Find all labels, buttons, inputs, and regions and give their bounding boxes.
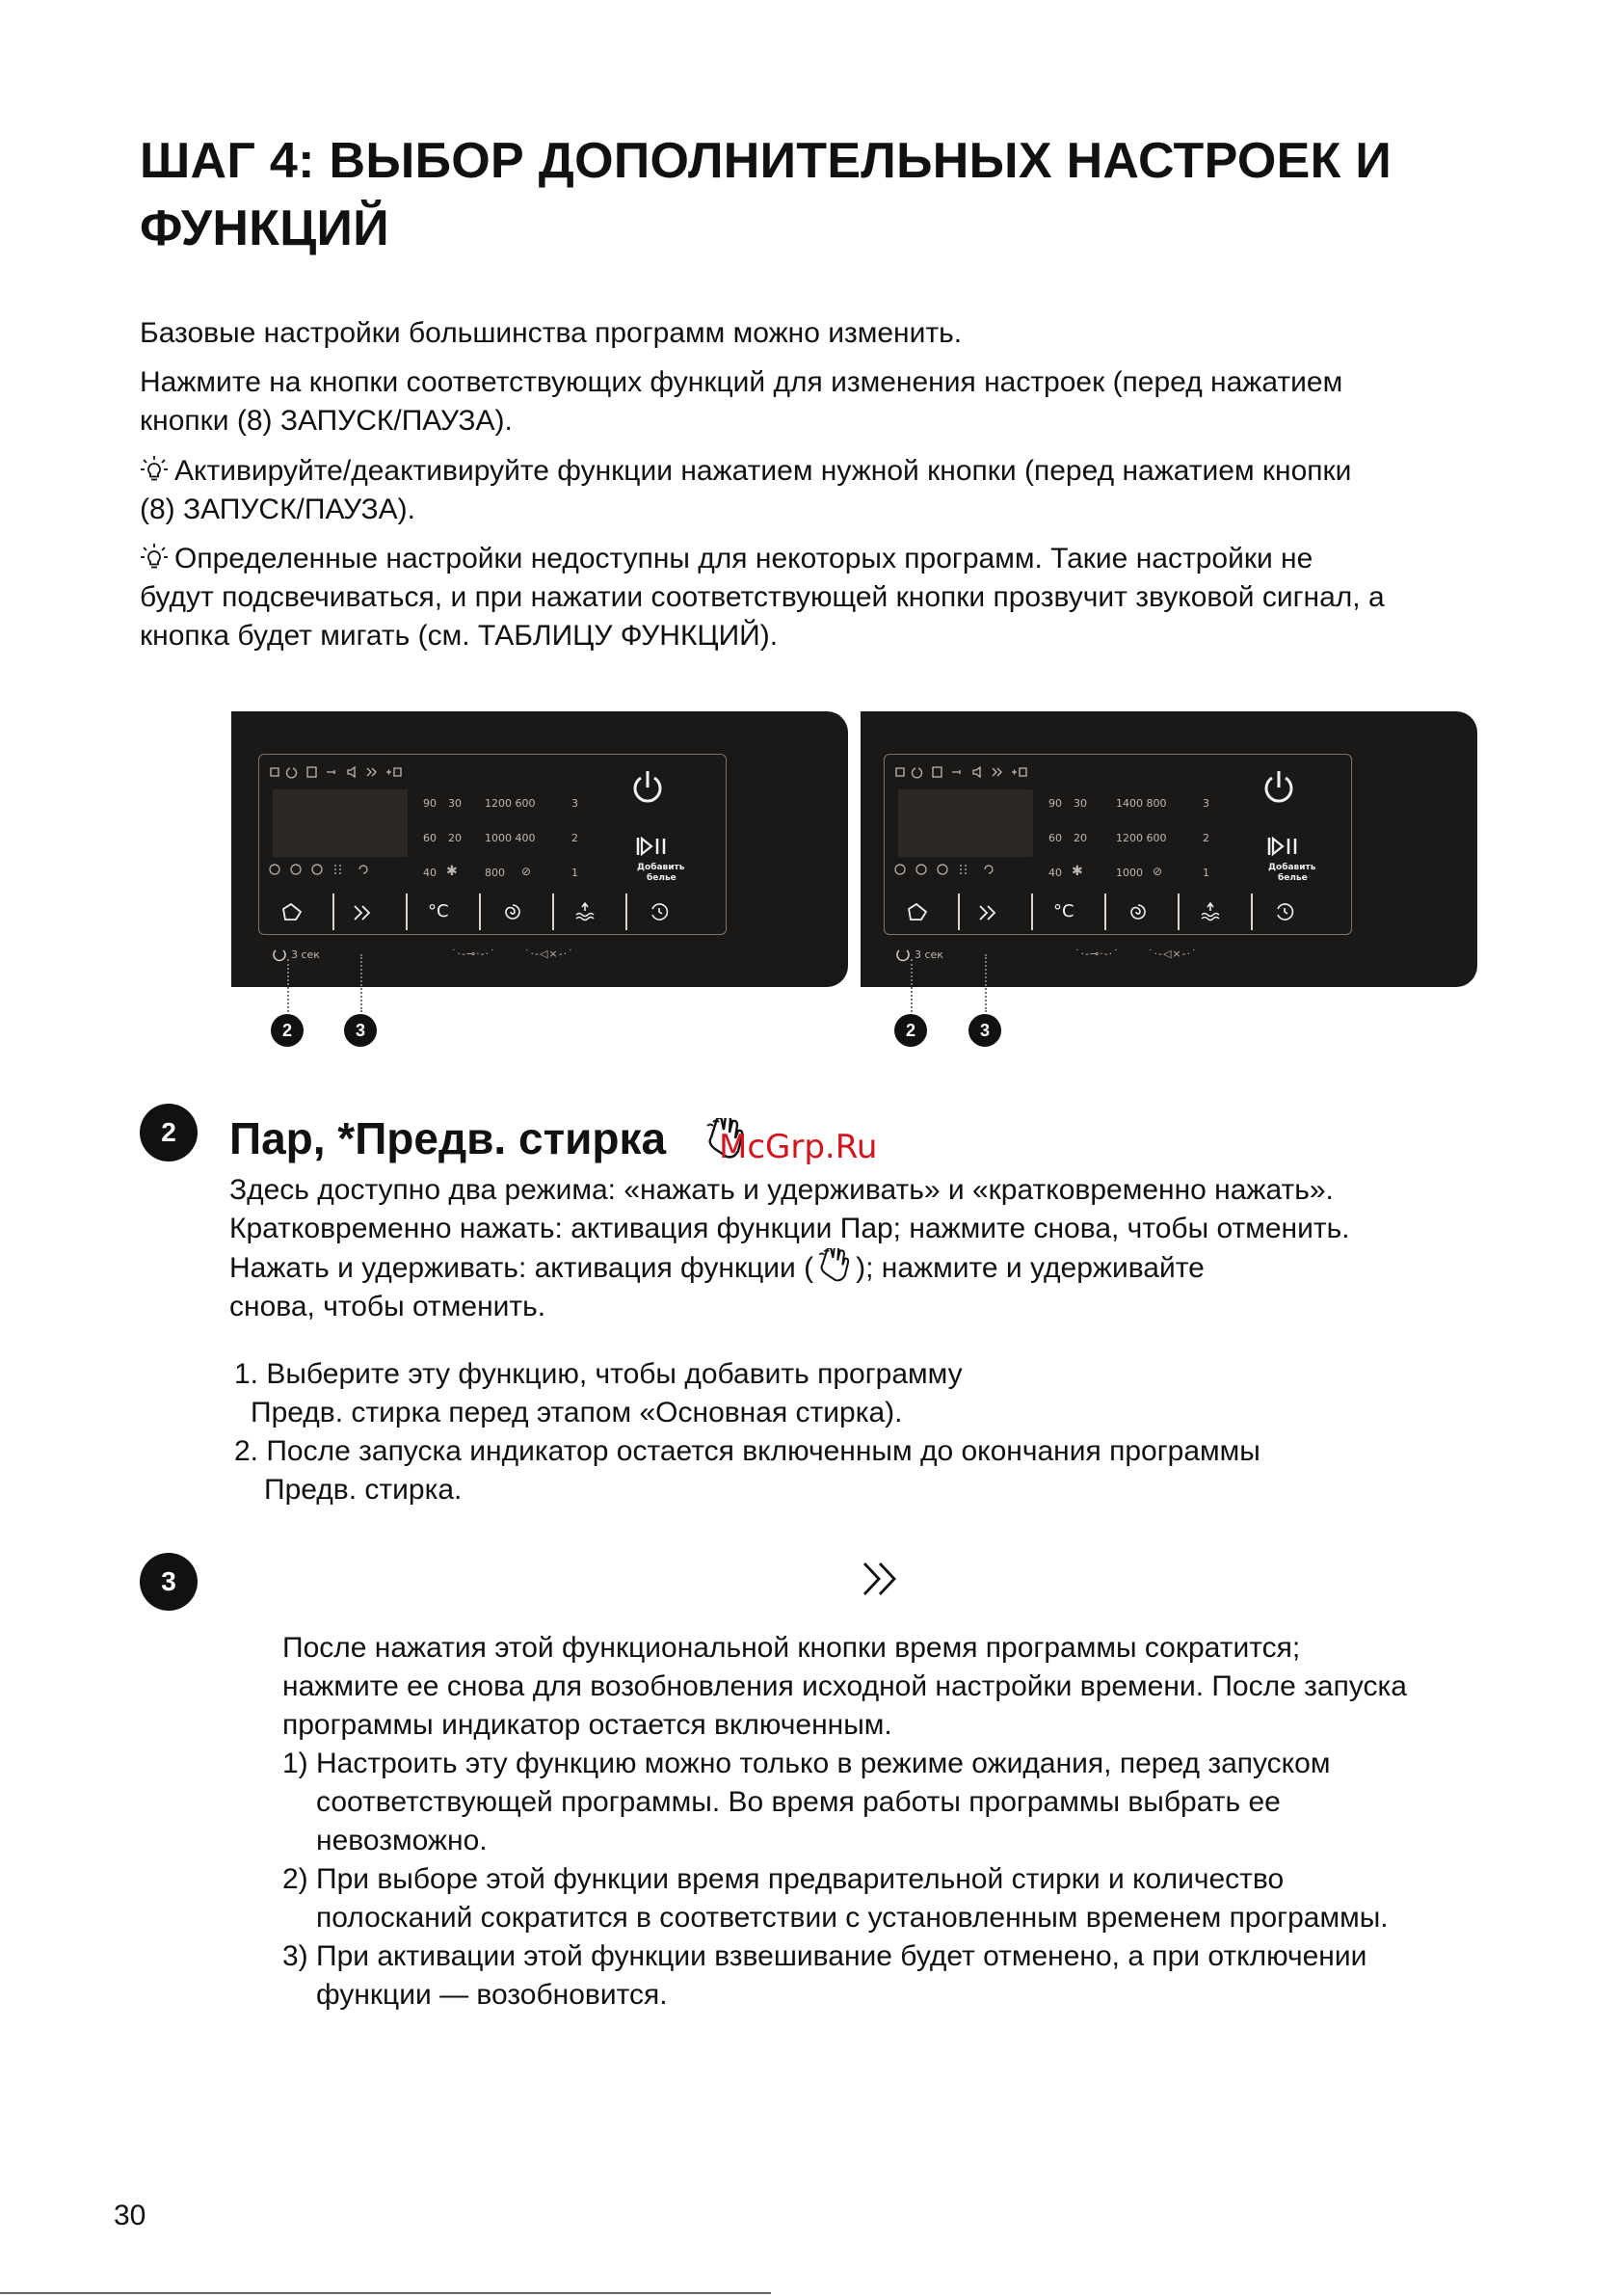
temperature-button[interactable]: °C (428, 901, 449, 921)
title-line-2: ФУНКЦИЙ (140, 200, 389, 256)
delay-button[interactable] (1274, 901, 1295, 922)
rinse-3: 3 (1203, 797, 1209, 810)
rinse-2: 2 (571, 832, 578, 844)
intro-paragraph-2-line-2: кнопки (8) ЗАПУСК/ПАУЗА). (140, 405, 513, 437)
control-panel-1-frame (258, 754, 727, 935)
divider (1104, 894, 1106, 930)
callout-badge-3: 3 (968, 1014, 1001, 1047)
spin-row-1: 1400 800 (1116, 797, 1167, 810)
control-panel-2-frame (884, 754, 1352, 935)
section-3-item-3-line-2: функции — возобновится. (316, 1979, 668, 2011)
section-3-line-1: После нажатия этой функциональной кнопки время программы сократится; (282, 1632, 1301, 1664)
divider (1251, 894, 1253, 930)
tip-1-line-1: Активируйте/деактивируйте функции нажатием нужной кнопки (перед нажатием кнопки (174, 455, 1352, 487)
section-2-item-2-line-1: 2. После запуска индикатор остается включенным до окончания программы (234, 1435, 1260, 1467)
section-badge-3: 3 (140, 1553, 198, 1611)
status-icons (892, 762, 1085, 782)
spin-row-3: 1000 (1116, 867, 1143, 879)
section-3-item-1-line-1: Настроить эту функцию можно только в режиме ожидания, перед запуском (316, 1748, 1331, 1779)
hold-label: 3 сек (291, 948, 320, 961)
delay-button[interactable] (649, 901, 670, 922)
function-buttons (885, 890, 1351, 934)
temp-90: 90 (1048, 797, 1062, 810)
mute-combo: ˙·-◁×-·˙ (1148, 948, 1198, 960)
callout-badge-3: 3 (344, 1014, 377, 1047)
callout-badge-2: 2 (271, 1014, 304, 1047)
divider (958, 894, 960, 930)
speed-button[interactable] (352, 903, 375, 922)
control-panel-2 (861, 711, 1477, 987)
function-buttons (259, 890, 726, 934)
tip-1-line-2: (8) ЗАПУСК/ПАУЗА). (140, 494, 415, 525)
divider (332, 894, 334, 930)
child-lock-combo: ˙·-⊸·-·˙ (451, 948, 496, 960)
steam-button[interactable] (906, 901, 929, 922)
section-2-line-3a: Нажать и удерживать: активация функции ( (229, 1252, 814, 1284)
spin-row-2: 1000 400 (485, 832, 536, 844)
add-laundry-label-1: Добавить (1268, 863, 1316, 872)
tip-2-line-1: Определенные настройки недоступны для некоторых программ. Такие настройки не (174, 543, 1313, 574)
spin-row-3: 800 (485, 867, 505, 879)
start-pause-icon[interactable] (635, 836, 674, 857)
spin-row-1: 1200 600 (485, 797, 536, 810)
spin-row-2: 1200 600 (1116, 832, 1167, 844)
lightbulb-icon (140, 543, 169, 572)
divider (1178, 894, 1180, 930)
callout-badge-2: 2 (894, 1014, 927, 1047)
lightbulb-icon (140, 455, 169, 484)
section-3-line-3: программы индикатор остается включенным. (282, 1709, 892, 1741)
divider (552, 894, 554, 930)
indicator-icons (892, 861, 1037, 878)
spin-button[interactable] (1127, 901, 1149, 922)
control-panel-1 (231, 711, 848, 987)
intro-paragraph: Базовые настройки большинства программ можно изменить. (140, 317, 963, 349)
speed-button[interactable] (977, 903, 1000, 922)
section-2-item-1-line-2: Предв. стирка перед этапом «Основная стирка). (251, 1397, 903, 1428)
cold-icon: ✱ (446, 864, 458, 879)
leader-line-2 (911, 959, 913, 1012)
temperature-button[interactable]: °C (1053, 901, 1074, 921)
no-spin-icon: ⊘ (1153, 865, 1163, 878)
divider (1031, 894, 1033, 930)
temp-60: 60 (423, 832, 437, 844)
tip-2-line-3: кнопка будет мигать (см. ТАБЛИЦУ ФУНКЦИЙ). (140, 620, 779, 652)
start-pause-icon[interactable] (1266, 836, 1305, 857)
rinse-3: 3 (571, 797, 578, 810)
tip-1 (140, 452, 1351, 491)
divider (625, 894, 627, 930)
temp-30: 30 (448, 797, 462, 810)
temp-20: 20 (1074, 832, 1087, 844)
section-2-item-2-line-2: Предв. стирка. (264, 1474, 463, 1506)
add-laundry-label-1: Добавить (637, 863, 685, 872)
section-badge-2: 2 (140, 1104, 198, 1161)
section-3-item-1-line-3: невозможно. (316, 1825, 488, 1856)
leader-line-3 (360, 954, 362, 1012)
tip-2 (140, 540, 1313, 578)
section-2-item-1-line-1: 1. Выберите эту функцию, чтобы добавить программу (234, 1358, 963, 1390)
intro-paragraph-2-line-1: Нажмите на кнопки соответствующих функций для изменения настроек (перед нажатием (140, 366, 1343, 398)
power-icon[interactable] (629, 768, 666, 807)
footer-rule (0, 2292, 771, 2294)
rinse-button[interactable] (573, 901, 597, 922)
child-lock-combo: ˙·-⊸·-·˙ (1074, 948, 1120, 960)
cold-icon: ✱ (1072, 864, 1083, 879)
spin-button[interactable] (502, 901, 523, 922)
add-laundry-label-2: белье (647, 873, 676, 883)
section-3-item-1-number: 1) (282, 1748, 308, 1779)
temp-60: 60 (1048, 832, 1062, 844)
mute-combo: ˙·-◁×-·˙ (524, 948, 574, 960)
watermark: McGrp.Ru (719, 1128, 878, 1166)
section-3-item-2-line-1: При выборе этой функции время предварительной стирки и количество (316, 1863, 1285, 1895)
section-3-item-2-number: 2) (282, 1863, 308, 1895)
title-line-1: ШАГ 4: ВЫБОР ДОПОЛНИТЕЛЬНЫХ НАСТРОЕК И (140, 133, 1393, 189)
section-2-heading: Пар, *Предв. стирка (229, 1113, 667, 1163)
power-icon[interactable] (1260, 768, 1297, 807)
tip-2-line-2: будут подсвечиваться, и при нажатии соответствующей кнопки прозвучит звуковой сигнал, а (140, 581, 1385, 613)
section-2-line-3 (229, 1248, 1205, 1288)
rinse-1: 1 (571, 867, 578, 879)
prewash-icon (815, 1248, 854, 1285)
add-laundry-label-2: белье (1278, 873, 1308, 883)
rinse-1: 1 (1203, 867, 1209, 879)
rinse-button[interactable] (1199, 901, 1222, 922)
section-2-line-2: Кратковременно нажать: активация функции Пар; нажмите снова, чтобы отменить. (229, 1213, 1350, 1244)
steam-button[interactable] (280, 901, 304, 922)
leader-line-2 (287, 959, 289, 1012)
no-spin-icon: ⊘ (521, 865, 532, 878)
section-2-line-3b: ); нажмите и удерживайте (856, 1252, 1205, 1284)
fast-forward-icon (861, 1560, 903, 1598)
section-3-item-1-line-2: соответствующей программы. Во время работы программы выбрать ее (316, 1786, 1281, 1818)
lcd-display (273, 789, 408, 857)
section-3-item-3-line-1: При активации этой функции взвешивание будет отменено, а при отключении (316, 1940, 1367, 1972)
lcd-display (898, 789, 1033, 857)
page-number: 30 (114, 2200, 146, 2231)
page-title (140, 127, 1392, 262)
hold-label: 3 сек (915, 948, 943, 961)
divider (406, 894, 408, 930)
temp-20: 20 (448, 832, 462, 844)
rinse-2: 2 (1203, 832, 1209, 844)
leader-line-3 (985, 954, 987, 1012)
section-3-item-3-number: 3) (282, 1940, 308, 1972)
divider (479, 894, 481, 930)
section-2-line-4: снова, чтобы отменить. (229, 1291, 546, 1322)
temp-30: 30 (1074, 797, 1087, 810)
status-icons (267, 762, 460, 782)
indicator-icons (267, 861, 411, 878)
temp-40: 40 (1048, 867, 1062, 879)
section-3-line-2: нажмите ее снова для возобновления исходной настройки времени. После запуска (282, 1670, 1407, 1702)
section-2-line-1: Здесь доступно два режима: «нажать и удерживать» и «кратковременно нажать». (229, 1174, 1334, 1206)
temp-40: 40 (423, 867, 437, 879)
section-3-item-2-line-2: полосканий сократится в соответствии с установленным временем программы. (316, 1902, 1389, 1934)
temp-90: 90 (423, 797, 437, 810)
